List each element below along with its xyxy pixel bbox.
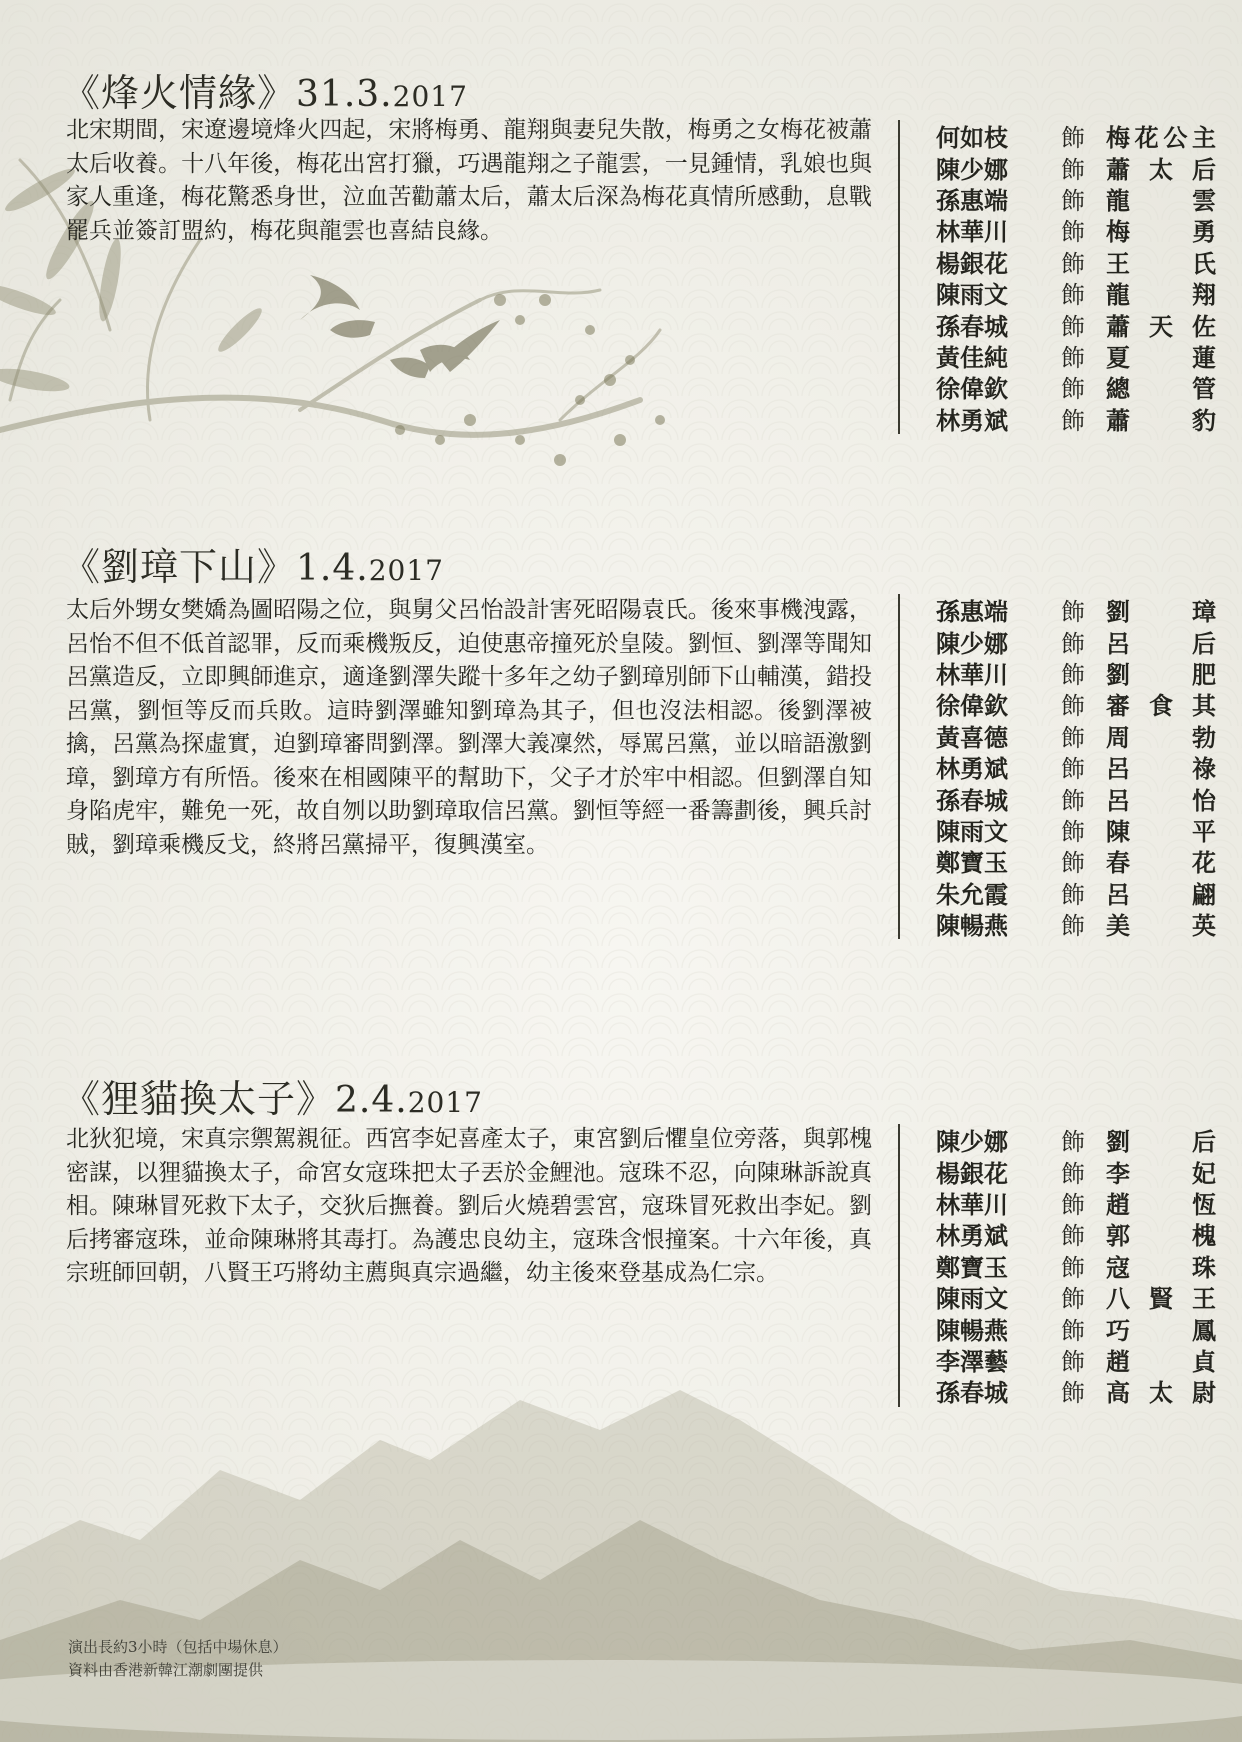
cast-row — [936, 625, 1216, 656]
role-verb: 飾 — [1061, 786, 1085, 815]
cast-row — [936, 308, 1216, 339]
actor-name: 林勇斌 — [936, 754, 1008, 784]
actor-name: 黃喜德 — [936, 722, 1008, 752]
actor-name: 陳雨文 — [936, 816, 1008, 846]
role-verb: 飾 — [1061, 755, 1085, 784]
role-verb: 飾 — [1061, 1159, 1085, 1188]
actor-name: 徐偉欽 — [936, 374, 1008, 404]
cast-list — [898, 120, 1216, 434]
cast-row — [936, 403, 1216, 434]
role-verb: 飾 — [1061, 124, 1085, 153]
role-name: 呂怡 — [1106, 785, 1216, 815]
cast-row — [936, 594, 1216, 625]
role-verb: 飾 — [1061, 343, 1085, 372]
cast-list — [898, 594, 1216, 939]
play-date: 1.4. — [296, 548, 369, 589]
actor-name: 孫惠端 — [936, 597, 1008, 627]
role-name: 郭槐 — [1106, 1221, 1216, 1251]
play-name: 《烽火情緣》 — [62, 71, 297, 115]
role-name: 美英 — [1106, 911, 1216, 941]
role-name: 李妃 — [1106, 1158, 1216, 1188]
credit-note: 資料由香港新韓江潮劇團提供 — [68, 1661, 264, 1679]
role-verb: 飾 — [1061, 849, 1085, 878]
cast-row — [936, 1344, 1216, 1375]
play-synopsis: 北狄犯境，宋真宗禦駕親征。西宮李妃喜產太子，東宮劉后懼皇位旁落，與郭槐密謀，以狸貓換太子，命宮女寇珠把太子丟於金鯉池。寇珠不忍，向陳琳訴說真相。陳琳冒死救下太子，交狄后撫養。劉后火燒碧雲宮，寇珠冒死救出李妃。劉后拷審寇珠，並命陳琳將其毒打。為護忠良幼主，寇珠含恨撞案。十六年後，真宗班師回朝，八賢王巧將幼主薦與真宗過繼，幼主後來登基成為仁宗。 — [66, 1126, 872, 1286]
play-year: 2017 — [407, 1086, 483, 1119]
actor-name: 林華川 — [936, 659, 1008, 689]
role-verb: 飾 — [1061, 1285, 1085, 1314]
role-name: 蕭豹 — [1106, 405, 1216, 435]
actor-name: 鄭寶玉 — [936, 1252, 1008, 1282]
role-name: 總管 — [1106, 374, 1216, 404]
role-verb: 飾 — [1061, 723, 1085, 752]
role-name: 高太尉 — [1106, 1378, 1216, 1408]
role-name: 陳平 — [1106, 816, 1216, 846]
role-verb: 飾 — [1061, 249, 1085, 278]
role-name: 夏蓮 — [1106, 342, 1216, 372]
role-name: 蕭天佐 — [1106, 311, 1216, 341]
role-name: 趙恆 — [1106, 1189, 1216, 1219]
actor-name: 楊銀花 — [936, 1158, 1008, 1188]
cast-row — [936, 1155, 1216, 1186]
role-name: 審食其 — [1106, 691, 1216, 721]
role-name: 蕭太后 — [1106, 154, 1216, 184]
role-verb: 飾 — [1061, 1253, 1085, 1282]
role-verb: 飾 — [1061, 406, 1085, 435]
cast-row — [936, 1281, 1216, 1312]
actor-name: 孫春城 — [936, 785, 1008, 815]
actor-name: 楊銀花 — [936, 248, 1008, 278]
cast-row — [936, 720, 1216, 751]
role-name: 巧鳳 — [1106, 1315, 1216, 1345]
actor-name: 朱允霞 — [936, 879, 1008, 909]
play-synopsis: 太后外甥女樊嬌為圖昭陽之位，與舅父呂怡設計害死昭陽袁氏。後來事機洩露，呂怡不但不低首認罪，反而乘機叛反，迫使惠帝撞死於皇陵。劉恒、劉澤等聞知呂黨造反，立即興師進京，適逢劉澤失蹤十多年之幼子劉璋別師下山輔漢，錯投呂黨，劉恒等反而兵敗。這時劉澤雖知劉璋為其子，但也沒法相認。後劉澤被擒，呂黨為探虛實，迫劉璋審問劉澤。劉澤大義凜然，辱罵呂黨，並以暗語激劉璋，劉璋方有所悟。後來在相國陳平的幫助下，父子才於牢中相認。但劉澤自知身陷虎牢，難免一死，故自刎以助劉璋取信呂黨。劉恒等經一番籌劃後，興兵討賊，劉璋乘機反戈，終將呂黨掃平，復興漢室。 — [66, 597, 872, 858]
cast-row — [936, 877, 1216, 908]
cast-row — [936, 1312, 1216, 1343]
actor-name: 陳少娜 — [936, 154, 1008, 184]
cast-row — [936, 371, 1216, 402]
cast-row — [936, 1375, 1216, 1406]
actor-name: 孫春城 — [936, 1378, 1008, 1408]
role-verb: 飾 — [1061, 1190, 1085, 1219]
play-date: 2.4. — [335, 1080, 408, 1121]
role-verb: 飾 — [1061, 629, 1085, 658]
play-title — [62, 536, 444, 591]
role-verb: 飾 — [1061, 817, 1085, 846]
cast-row — [936, 782, 1216, 813]
cast-list — [898, 1124, 1216, 1407]
role-verb: 飾 — [1061, 1222, 1085, 1251]
cast-row — [936, 751, 1216, 782]
role-verb: 飾 — [1061, 1128, 1085, 1157]
play-synopsis: 北宋期間，宋遼邊境烽火四起，宋將梅勇、龍翔與妻兒失散，梅勇之女梅花被蕭太后收養。十八年後，梅花出宮打獵，巧遇龍翔之子龍雲，一見鍾情，乳娘也與家人重逢，梅花驚悉身世，泣血苦勸蕭太后，蕭太后深為梅花真情所感動，息戰罷兵並簽訂盟約，梅花與龍雲也喜結良緣。 — [66, 117, 872, 244]
role-name: 寇珠 — [1106, 1252, 1216, 1282]
actor-name: 黃佳純 — [936, 342, 1008, 372]
actor-name: 孫春城 — [936, 311, 1008, 341]
role-verb: 飾 — [1061, 218, 1085, 247]
actor-name: 鄭寶玉 — [936, 848, 1008, 878]
cast-row — [936, 657, 1216, 688]
actor-name: 何如枝 — [936, 123, 1008, 153]
role-verb: 飾 — [1061, 375, 1085, 404]
cast-row — [936, 246, 1216, 277]
actor-name: 李澤藝 — [936, 1346, 1008, 1376]
role-name: 劉后 — [1106, 1127, 1216, 1157]
cast-row — [936, 1124, 1216, 1155]
role-verb: 飾 — [1061, 598, 1085, 627]
role-verb: 飾 — [1061, 880, 1085, 909]
cast-row — [936, 340, 1216, 371]
cast-row — [936, 1250, 1216, 1281]
cast-row — [936, 908, 1216, 939]
actor-name: 林勇斌 — [936, 1221, 1008, 1251]
cast-row — [936, 814, 1216, 845]
actor-name: 林勇斌 — [936, 405, 1008, 435]
role-verb: 飾 — [1061, 312, 1085, 341]
role-name: 龍翔 — [1106, 280, 1216, 310]
play-date: 31.3. — [296, 74, 393, 115]
role-name: 趙貞 — [1106, 1346, 1216, 1376]
actor-name: 陳暢燕 — [936, 1315, 1008, 1345]
role-name: 王氏 — [1106, 248, 1216, 278]
actor-name: 徐偉欽 — [936, 691, 1008, 721]
actor-name: 陳少娜 — [936, 1127, 1008, 1157]
actor-name: 陳雨文 — [936, 280, 1008, 310]
role-verb: 飾 — [1061, 692, 1085, 721]
cast-row — [936, 277, 1216, 308]
role-verb: 飾 — [1061, 155, 1085, 184]
actor-name: 陳雨文 — [936, 1284, 1008, 1314]
role-name: 劉璋 — [1106, 597, 1216, 627]
cast-row — [936, 688, 1216, 719]
role-verb: 飾 — [1061, 281, 1085, 310]
role-name: 周勃 — [1106, 722, 1216, 752]
cast-row — [936, 214, 1216, 245]
role-verb: 飾 — [1061, 912, 1085, 941]
play-title — [62, 1068, 483, 1123]
play-year: 2017 — [368, 554, 444, 587]
role-name: 春花 — [1106, 848, 1216, 878]
role-name: 劉肥 — [1106, 659, 1216, 689]
role-name: 呂祿 — [1106, 754, 1216, 784]
role-name: 梅花公主 — [1106, 123, 1216, 153]
cast-row — [936, 183, 1216, 214]
role-verb: 飾 — [1061, 1347, 1085, 1376]
footer-notes — [68, 1636, 288, 1682]
role-name: 八賢王 — [1106, 1284, 1216, 1314]
play-name: 《狸貓換太子》 — [62, 1077, 336, 1121]
play-name: 《劉璋下山》 — [62, 545, 297, 589]
cast-row — [936, 1218, 1216, 1249]
play-year: 2017 — [392, 80, 468, 113]
cast-row — [936, 845, 1216, 876]
role-name: 呂翩 — [1106, 879, 1216, 909]
actor-name: 孫惠端 — [936, 185, 1008, 215]
role-name: 梅勇 — [1106, 217, 1216, 247]
role-name: 龍雲 — [1106, 185, 1216, 215]
role-name: 呂后 — [1106, 628, 1216, 658]
cast-row — [936, 151, 1216, 182]
role-verb: 飾 — [1061, 186, 1085, 215]
actor-name: 林華川 — [936, 1189, 1008, 1219]
role-verb: 飾 — [1061, 1379, 1085, 1408]
actor-name: 林華川 — [936, 217, 1008, 247]
cast-row — [936, 120, 1216, 151]
play-title — [62, 62, 468, 117]
duration-note: 演出長約3小時（包括中場休息） — [68, 1638, 288, 1656]
actor-name: 陳少娜 — [936, 628, 1008, 658]
role-verb: 飾 — [1061, 1316, 1085, 1345]
actor-name: 陳暢燕 — [936, 911, 1008, 941]
role-verb: 飾 — [1061, 660, 1085, 689]
cast-row — [936, 1187, 1216, 1218]
